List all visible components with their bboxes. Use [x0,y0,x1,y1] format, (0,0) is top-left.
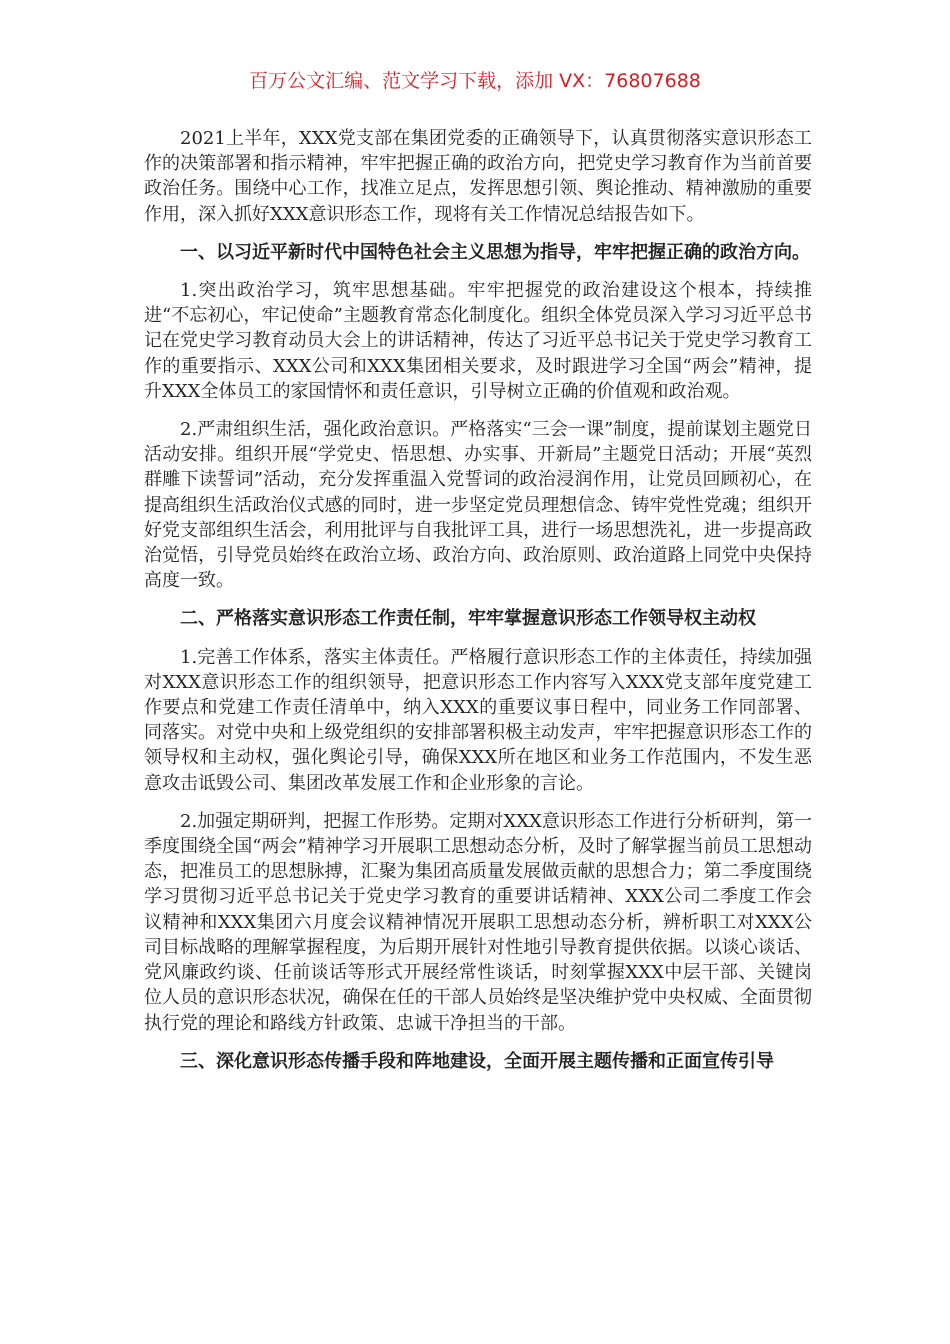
section-heading-3: 三、深化意识形态传播手段和阵地建设，全面开展主题传播和正面宣传引导 [180,1050,774,1072]
section-heading-2: 二、严格落实意识形态工作责任制，牢牢掌握意识形态工作领导权主动权 [180,608,756,630]
section-1-paragraph-2: 2.严肃组织生活，强化政治意识。严格落实“三会一课”制度，提前谋划主题党日活动安排。组织开展“学党史、悟思想、办实事、开新局”主题党日活动；开展“英烈群雕下读誓词”活动，充分发挥重温入党誓词的政治浸润作用，让党员回顾初心，在提高组织生活政治仪式感的同时，进一步坚定党员理想信念、铸牢党性党魂；组织开好党支部组织生活会，利用批评与自我批评工具，进行一场思想洗礼，进一步提高政治觉悟，引导党员始终在政治立场、政治方向、政治原则、政治道路上同党中央保持高度一致。 [144,419,812,592]
section-1-paragraph-1: 1.突出政治学习，筑牢思想基础。牢牢把握党的政治建设这个根本，持续推进“不忘初心，牢记使命”主题教育常态化制度化。组织全体党员深入学习习近平总书记在党史学习教育动员大会上的讲话精神，传达了习近平总书记关于党史学习教育工作的重要指示、XXX公司和XXX集团相关要求，及时跟进学习全国“两会”精神，提升XXX全体员工的家国情怀和责任意识，引导树立正确的价值观和政治观。 [144,280,812,402]
intro-paragraph: 2021上半年，XXX党支部在集团党委的正确领导下，认真贯彻落实意识形态工作的决策部署和指示精神，牢牢把握正确的政治方向，把党史学习教育作为当前首要政治任务。围绕中心工作，找准立足点，发挥思想引领、舆论推动、精神激励的重要作用，深入抓好XXX意识形态工作，现将有关工作情况总结报告如下。 [144,128,812,225]
section-2-paragraph-1: 1.完善工作体系，落实主体责任。严格履行意识形态工作的主体责任，持续加强对XXX意识形态工作的组织领导，把意识形态工作内容写入XXX党支部年度党建工作要点和党建工作责任清单中，纳入XXX的重要议事日程中，同业务工作同部署、同落实。对党中央和上级党组织的安排部署积极主动发声，牢牢把握意识形态工作的领导权和主动权，强化舆论引导，确保XXX所在地区和业务工作范围内，不发生恶意攻击诋毁公司、集团改革发展工作和企业形象的言论。 [144,646,812,794]
section-heading-1: 一、以习近平新时代中国特色社会主义思想为指导，牢牢把握正确的政治方向。 [180,241,810,263]
document-body [144,126,812,1087]
watermark-banner: 百万公文汇编、范文学习下载，添加 VX：76807688 [249,70,701,92]
section-2-paragraph-2: 2.加强定期研判，把握工作形势。定期对XXX意识形态工作进行分析研判，第一季度围绕全国“两会”精神学习开展职工思想动态分析，及时了解掌握当前员工思想动态，把准员工的思想脉搏，汇聚为集团高质量发展做贡献的思想合力；第二季度围绕学习贯彻习近平总书记关于党史学习教育的重要讲话精神、XXX公司二季度工作会议精神和XXX集团六月度会议精神情况开展职工思想动态分析，辨析职工对XXX公司目标战略的理解掌握程度，为后期开展针对性地引导教育提供依据。以谈心谈话、党风廉政约谈、任前谈话等形式开展经常性谈话，时刻掌握XXX中层干部、关键岗位人员的意识形态状况，确保在任的干部人员始终是坚决维护党中央权威、全面贯彻执行党的理论和路线方针政策、忠诚干净担当的干部。 [144,810,812,1034]
